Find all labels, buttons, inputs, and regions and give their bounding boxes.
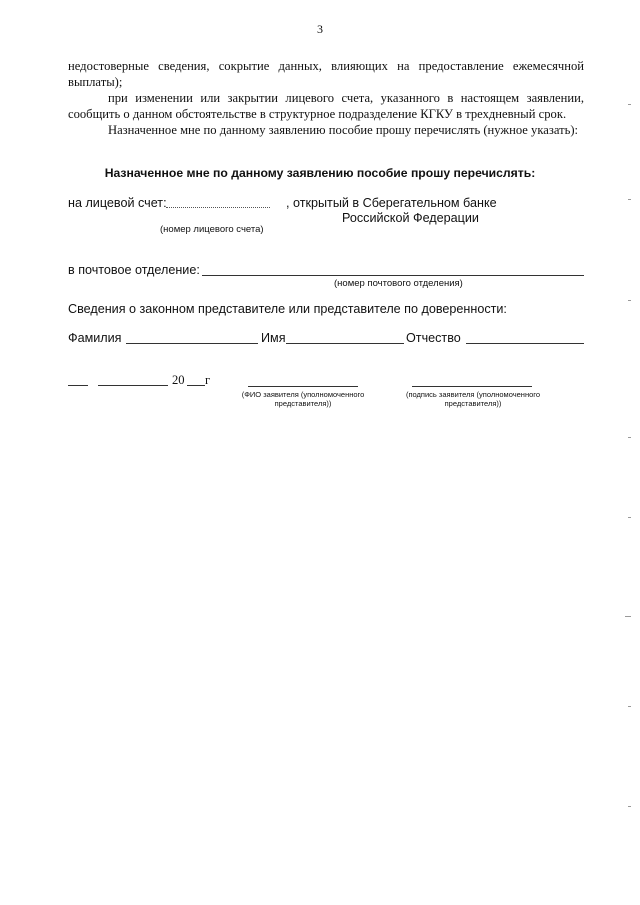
post-office-label: в почтовое отделение: — [68, 263, 200, 277]
patronymic-field[interactable] — [466, 343, 584, 344]
bank-text-line2: Российской Федерации — [342, 211, 479, 225]
surname-field[interactable] — [126, 343, 258, 344]
date-month-field[interactable] — [98, 385, 168, 386]
account-number-caption: (номер лицевого счета) — [160, 224, 264, 235]
year-prefix: 20 — [172, 373, 185, 387]
representative-header: Сведения о законном представителе или представителе по доверенности: — [68, 302, 507, 316]
bank-text-line1: , открытый в Сберегательном банке — [286, 196, 497, 210]
scan-mark — [628, 437, 631, 438]
paragraph-false-info: недостоверные сведения, сокрытие данных, влияющих на предоставление ежемесячной выплаты); — [68, 59, 584, 89]
paragraph-transfer-choice: Назначенное мне по данному заявлению пособие прошу перечислять (нужное указать): — [108, 123, 579, 137]
year-suffix: г — [205, 373, 211, 387]
fio-caption: (ФИО заявителя (уполномоченного представителя)) — [241, 390, 365, 408]
scan-mark — [628, 806, 631, 807]
name-field[interactable] — [286, 343, 404, 344]
transfer-heading: Назначенное мне по данному заявлению пособие прошу перечислять: — [104, 166, 536, 180]
signature-field[interactable] — [412, 386, 532, 387]
scan-mark — [628, 300, 631, 301]
scan-mark — [628, 104, 631, 105]
account-number-field[interactable] — [166, 207, 270, 208]
patronymic-label: Отчество — [406, 331, 461, 345]
paragraph-account-change: при изменении или закрытии лицевого счета, указанного в настоящем заявлении, сообщить о данном обстоятельстве в структурное подразделение КГКУ в трехдневный срок. — [68, 91, 584, 121]
date-year-field[interactable] — [187, 385, 205, 386]
scan-mark — [628, 199, 631, 200]
scan-mark — [628, 706, 631, 707]
signature-caption: (подпись заявителя (уполномоченного представителя)) — [405, 390, 540, 408]
date-day-field[interactable] — [68, 385, 88, 386]
post-office-field[interactable] — [202, 275, 584, 276]
post-office-caption: (номер почтового отделения) — [334, 278, 463, 289]
scan-mark — [625, 616, 631, 617]
fio-field[interactable] — [248, 386, 358, 387]
name-label: Имя — [261, 331, 286, 345]
account-label: на лицевой счет: — [68, 196, 167, 210]
surname-label: Фамилия — [68, 331, 122, 345]
page-number: 3 — [317, 22, 323, 36]
scan-mark — [628, 517, 631, 518]
